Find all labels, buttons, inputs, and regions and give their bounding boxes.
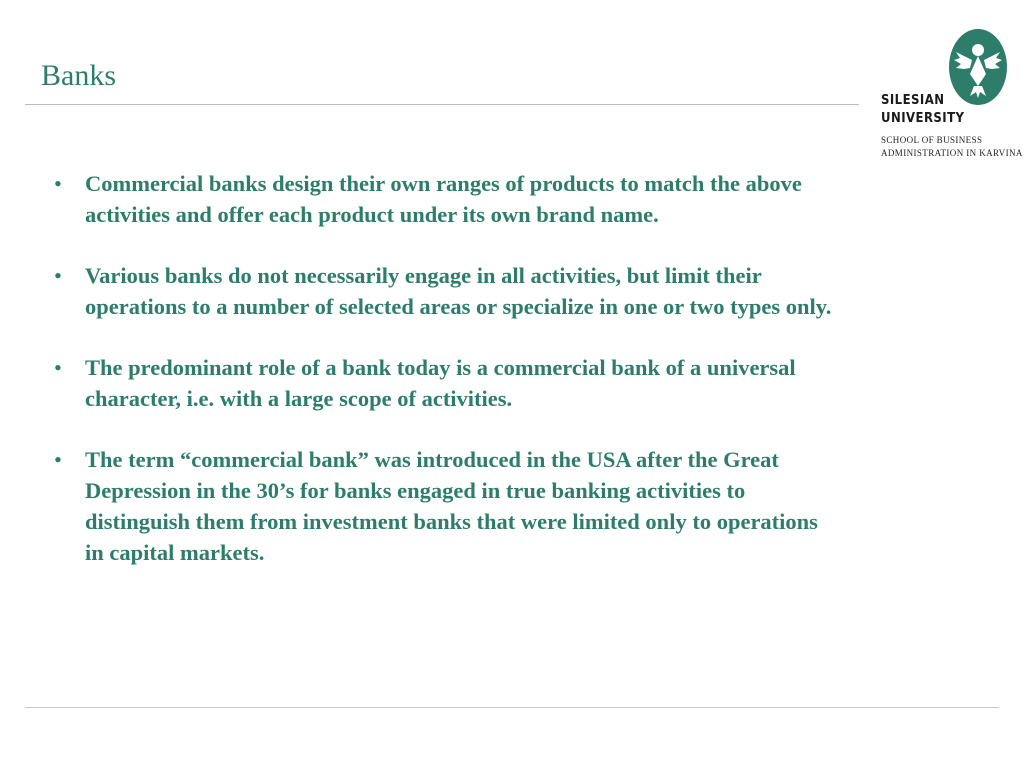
bullet-text: Various banks do not necessarily engage in all activities, but limit their operations to a number of selected areas or specialize in one or two types only. [85,263,832,319]
bullet-list [52,168,842,598]
bullet-marker: • [54,447,62,472]
logo-line-1: SILESIAN [881,93,945,108]
title-divider [25,104,859,105]
bullet-item [52,444,842,568]
bullet-text: Commercial banks design their own ranges of products to match the above activities and offer each product under its own brand name. [85,171,802,227]
university-logo [878,28,1023,163]
bullet-marker: • [54,263,62,288]
footer-divider [25,707,999,708]
bullet-text: The predominant role of a bank today is a commercial bank of a universal character, i.e. with a large scope of activities. [85,355,796,411]
bullet-item [52,352,842,414]
logo-line-2: UNIVERSITY [881,111,965,126]
bullet-text: The term “commercial bank” was introduced in the USA after the Great Depression in the 30’s for banks engaged in true banking activities to distinguish them from investment banks that were limited only to operations in capital markets. [85,447,818,565]
bullet-marker: • [54,171,62,196]
logo-line-3: SCHOOL OF BUSINESS [881,135,983,145]
bullet-marker: • [54,355,62,380]
bullet-item [52,260,842,322]
slide-title: Banks [41,59,116,92]
logo-line-4: ADMINISTRATION IN KARVINA [881,148,1023,158]
bullet-item [52,168,842,230]
